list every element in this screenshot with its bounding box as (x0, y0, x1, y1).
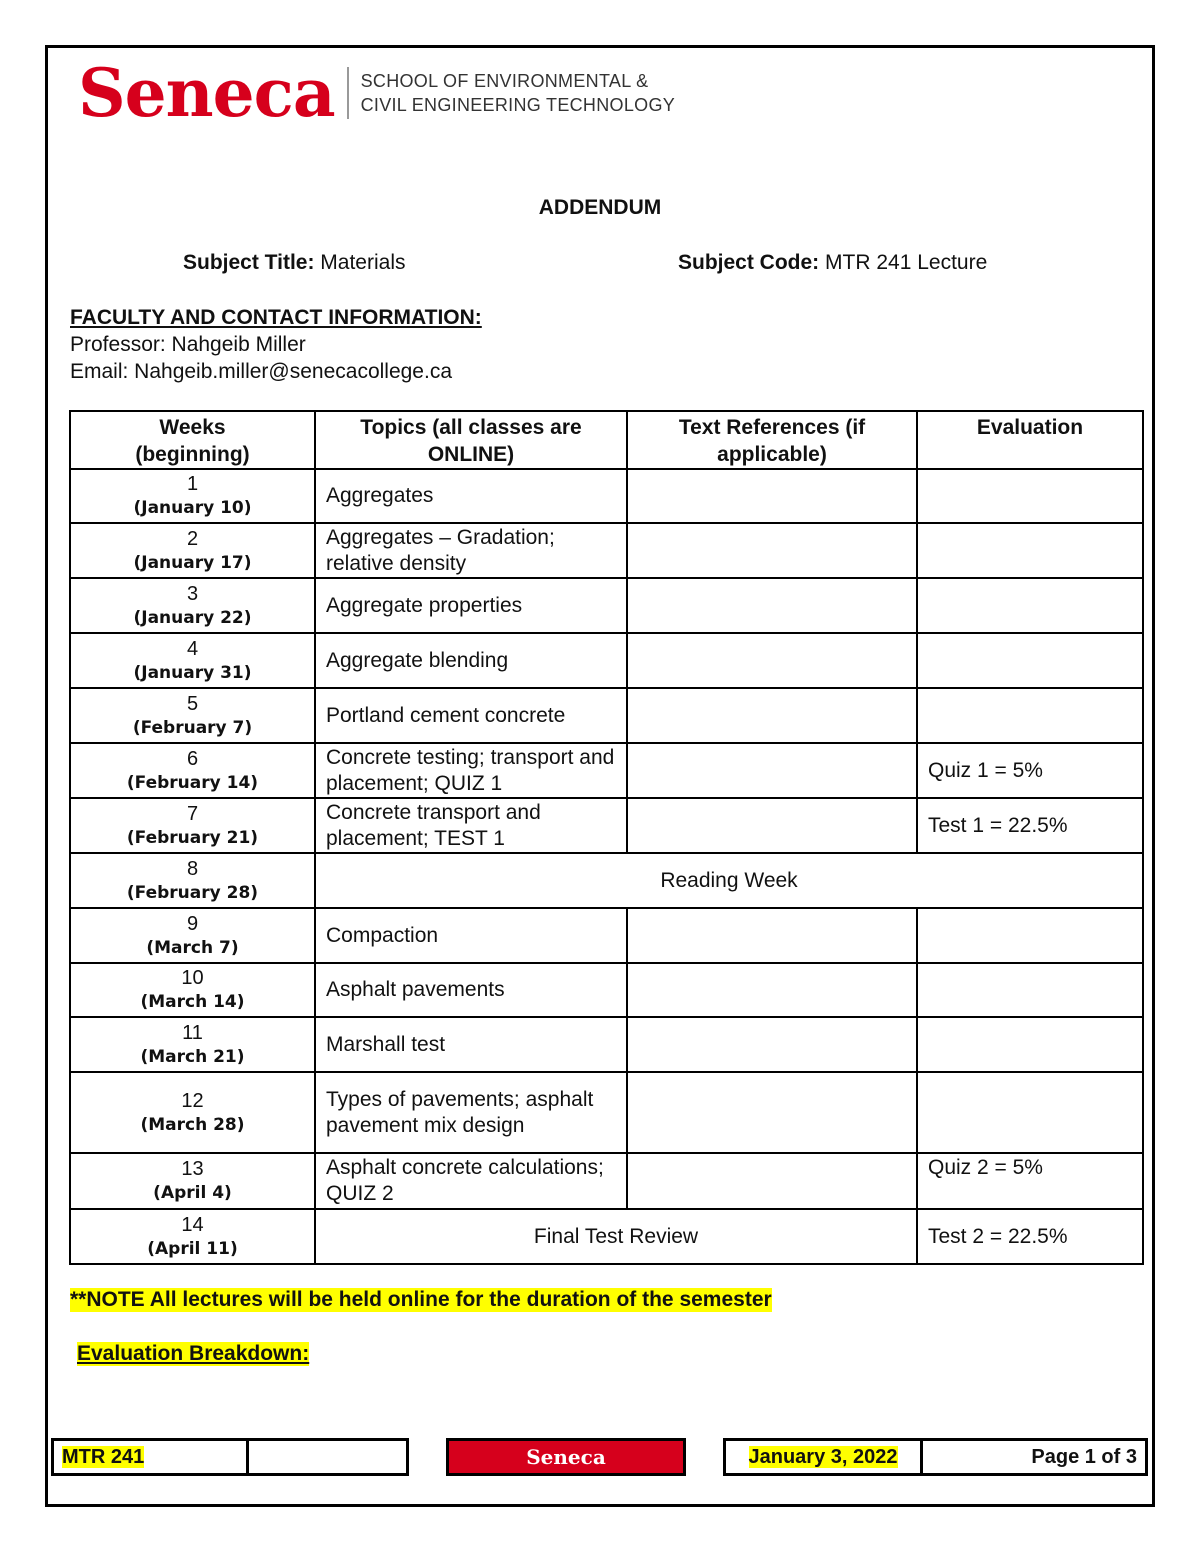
table-row (70, 963, 1143, 1017)
subject-title (183, 251, 406, 275)
reference-cell (627, 469, 917, 523)
table-row (70, 743, 1143, 798)
subject-title-value: Materials (314, 251, 406, 274)
schedule-table (69, 410, 1144, 1265)
reference-cell (627, 963, 917, 1017)
footer-spacer (685, 1440, 725, 1475)
week-cell: 8 (February 28) (70, 853, 315, 908)
table-row (70, 1017, 1143, 1072)
week-cell: 12 (March 28) (70, 1072, 315, 1153)
subject-code-label: Subject Code: (678, 251, 820, 274)
seneca-logo: Seneca (78, 54, 335, 132)
header-text-references: Text References (if applicable) (627, 411, 917, 469)
document-title: ADDENDUM (538, 196, 662, 219)
faculty-heading: FACULTY AND CONTACT INFORMATION: (70, 306, 482, 329)
subject-code-value: MTR 241 Lecture (819, 251, 988, 274)
topic-cell: Concrete testing; transport and placement; QUIZ 1 (315, 743, 627, 798)
footer (51, 1438, 1148, 1476)
reading-week-cell: Reading Week (315, 853, 1143, 908)
evaluation-cell (917, 633, 1143, 688)
week-cell: 13 (April 4) (70, 1153, 315, 1209)
topic-cell: Aggregates – Gradation; relative density (315, 523, 627, 578)
online-note: **NOTE All lectures will be held online for the duration of the semester (70, 1288, 772, 1311)
topic-cell: Asphalt concrete calculations; QUIZ 2 (315, 1153, 627, 1209)
topic-cell: Aggregates (315, 469, 627, 523)
header-weeks: Weeks (beginning) (70, 411, 315, 469)
table-row (70, 688, 1143, 743)
evaluation-cell: Test 1 = 22.5% (917, 798, 1143, 853)
table-row (70, 798, 1143, 853)
week-cell: 7 (February 21) (70, 798, 315, 853)
header (78, 54, 676, 132)
reference-cell (627, 908, 917, 963)
topic-cell: Portland cement concrete (315, 688, 627, 743)
table-row (70, 908, 1143, 963)
reference-cell (627, 523, 917, 578)
school-name (361, 69, 675, 117)
topic-cell: Marshall test (315, 1017, 627, 1072)
table-row (70, 1072, 1143, 1153)
week-cell: 11 (March 21) (70, 1017, 315, 1072)
table-row (70, 578, 1143, 633)
reference-cell (627, 633, 917, 688)
footer-course-cell (53, 1440, 248, 1475)
week-cell: 14 (April 11) (70, 1209, 315, 1264)
table-row (70, 523, 1143, 578)
subject-title-label: Subject Title: (183, 251, 315, 274)
reference-cell (627, 1153, 917, 1209)
reference-cell (627, 688, 917, 743)
professor-name: Professor: Nahgeib Miller (70, 333, 306, 356)
topic-cell: Asphalt pavements (315, 963, 627, 1017)
subject-code (678, 251, 987, 275)
footer-spacer (408, 1440, 448, 1475)
reference-cell (627, 1017, 917, 1072)
evaluation-cell (917, 578, 1143, 633)
week-cell: 6 (February 14) (70, 743, 315, 798)
footer-seneca-logo: Seneca (448, 1440, 685, 1475)
week-cell: 9 (March 7) (70, 908, 315, 963)
week-cell: 2 (January 17) (70, 523, 315, 578)
evaluation-cell (917, 963, 1143, 1017)
professor-email: Email: Nahgeib.miller@senecacollege.ca (70, 360, 452, 383)
topic-cell: Compaction (315, 908, 627, 963)
evaluation-cell: Quiz 1 = 5% (917, 743, 1143, 798)
table-row (70, 1153, 1143, 1209)
week-cell: 5 (February 7) (70, 688, 315, 743)
footer-date: January 3, 2022 (748, 1445, 898, 1468)
evaluation-cell (917, 688, 1143, 743)
topic-cell: Concrete transport and placement; TEST 1 (315, 798, 627, 853)
evaluation-cell (917, 523, 1143, 578)
evaluation-cell (917, 1072, 1143, 1153)
week-cell: 1 (January 10) (70, 469, 315, 523)
footer-course: MTR 241 (62, 1445, 145, 1468)
evaluation-cell (917, 908, 1143, 963)
table-header-row (70, 411, 1143, 469)
footer-blank-cell (248, 1440, 408, 1475)
topic-cell: Aggregate properties (315, 578, 627, 633)
evaluation-breakdown-heading: Evaluation Breakdown: (77, 1342, 310, 1365)
reference-cell (627, 1072, 917, 1153)
table-row (70, 853, 1143, 908)
reference-cell (627, 798, 917, 853)
table-row (70, 633, 1143, 688)
school-name-line1: SCHOOL OF ENVIRONMENTAL & (360, 71, 649, 91)
header-topics: Topics (all classes are ONLINE) (315, 411, 627, 469)
reference-cell (627, 743, 917, 798)
week-cell: 3 (January 22) (70, 578, 315, 633)
final-review-cell: Final Test Review (315, 1209, 917, 1264)
reference-cell (627, 578, 917, 633)
table-row (70, 1209, 1143, 1264)
footer-page-number: Page 1 of 3 (922, 1440, 1147, 1475)
logo-divider (347, 67, 349, 119)
topic-cell: Types of pavements; asphalt pavement mix design (315, 1072, 627, 1153)
header-evaluation: Evaluation (917, 411, 1143, 469)
topic-cell: Aggregate blending (315, 633, 627, 688)
evaluation-cell: Test 2 = 22.5% (917, 1209, 1143, 1264)
faculty-info (70, 304, 482, 385)
evaluation-cell (917, 469, 1143, 523)
school-name-line2: CIVIL ENGINEERING TECHNOLOGY (360, 95, 676, 115)
week-cell: 10 (March 14) (70, 963, 315, 1017)
week-cell: 4 (January 31) (70, 633, 315, 688)
evaluation-cell: Quiz 2 = 5% (917, 1153, 1143, 1209)
footer-date-cell (725, 1440, 922, 1475)
evaluation-cell (917, 1017, 1143, 1072)
table-row (70, 469, 1143, 523)
